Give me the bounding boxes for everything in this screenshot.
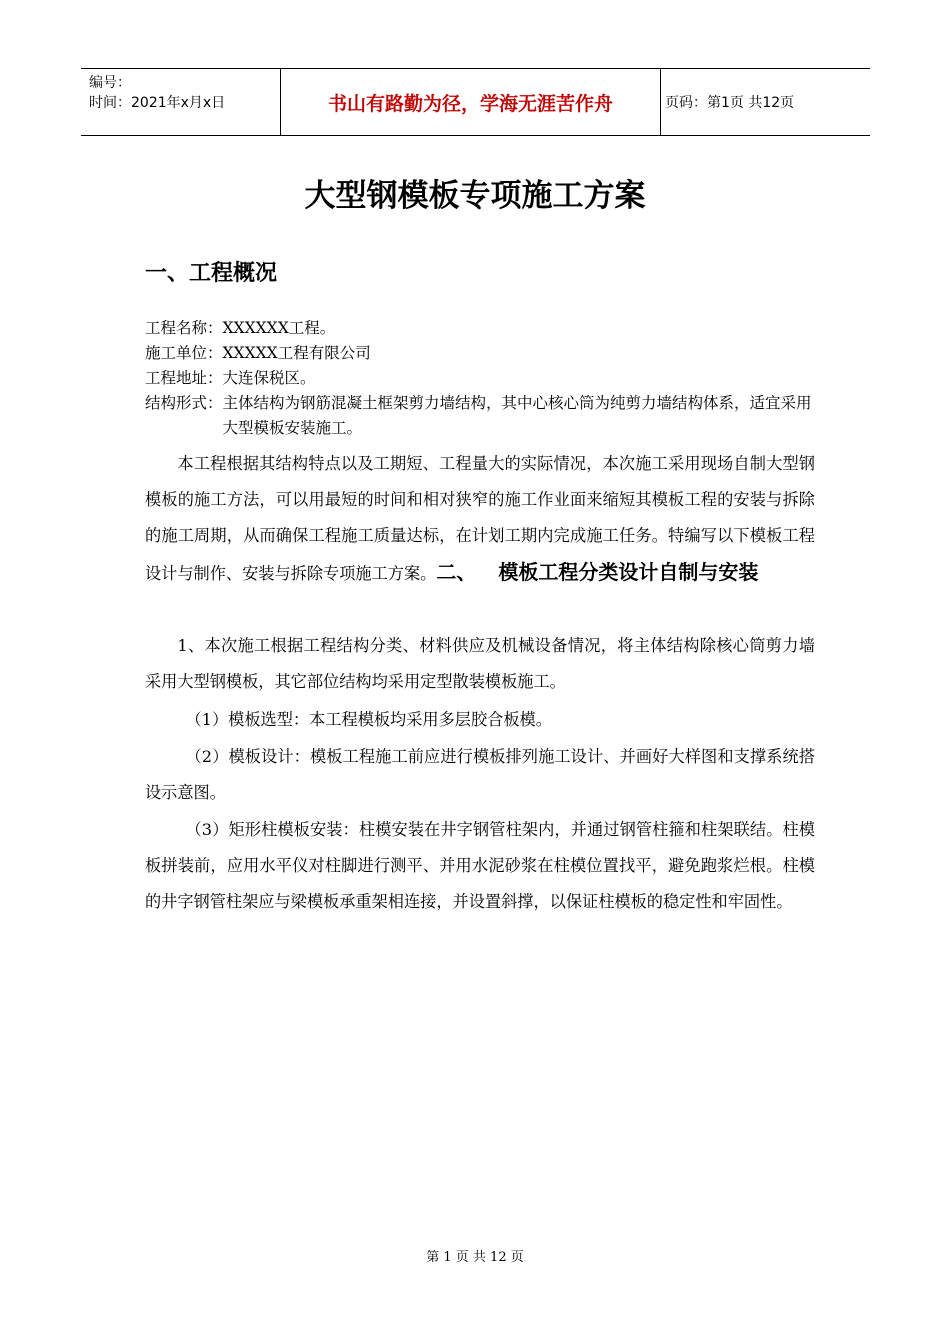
header-meta: [81, 69, 281, 135]
info-label: 工程地址：: [145, 369, 223, 387]
intro-text: 本工程根据其结构特点以及工期短、工程量大的实际情况，本次施工采用现场自制大型钢模板的施工方法，可以用最短的时间和相对狭窄的施工作业面来缩短其模板工程的安装与拆除的施工周期，从而确保工程施工质量达标，在计划工期内完成施工任务。特编写以下模板工程设计与制作、安装与拆除专项施工方案。: [145, 454, 815, 583]
info-value: 主体结构为钢筋混凝土框架剪力墙结构，其中心核心筒为纯剪力墙结构体系，适宜采用大型模板安装施工。: [222, 394, 812, 437]
info-label: 施工单位：: [145, 344, 223, 362]
intro-paragraph: [145, 446, 815, 592]
sub-item-3: （3）矩形柱模板安装：柱模安装在井字钢管柱架内，并通过钢管柱箍和柱架联结。柱模板拼装前，应用水平仪对柱脚进行测平、并用水泥砂浆在柱模位置找平，避免跑浆烂根。柱模的井字钢管柱架应与梁模板承重架相连接，并设置斜撑，以保证柱模板的稳定性和牢固性。: [145, 820, 815, 911]
info-row: [145, 366, 825, 391]
info-row: [145, 341, 825, 366]
section2-number: 二、: [436, 560, 477, 584]
point-1: 1、本次施工根据工程结构分类、材料供应及机械设备情况，将主体结构除核心筒剪力墙采用大型钢模板，其它部位结构均采用定型散装模板施工。: [145, 636, 815, 691]
info-row: [145, 316, 825, 341]
document-header: [81, 68, 870, 136]
info-value: XXXXX工程有限公司: [222, 344, 371, 362]
header-number: 编号：: [89, 75, 131, 91]
info-value: 大连保税区。: [222, 369, 316, 387]
sub-item-1: （1）模板选型：本工程模板均采用多层胶合板模。: [185, 710, 552, 729]
header-motto: 书山有路勤为径，学海无涯苦作舟: [281, 69, 661, 135]
info-row: [145, 391, 825, 441]
header-page-info: 页码：第1页 共12页: [665, 95, 795, 111]
document-title: 大型钢模板专项施工方案: [304, 178, 646, 214]
header-time: 时间：2021年x月x日: [89, 95, 226, 111]
project-info: [145, 316, 825, 441]
page-footer: 第 1 页 共 12 页: [426, 1250, 524, 1265]
section2-title: 模板工程分类设计自制与安装: [498, 560, 759, 584]
info-label: 结构形式：: [145, 394, 223, 412]
info-value: XXXXXX工程。: [222, 319, 336, 337]
info-label: 工程名称：: [145, 319, 223, 337]
section1-heading: 一、工程概况: [145, 261, 278, 286]
sub-item-2: （2）模板设计：模板工程施工前应进行模板排列施工设计、并画好大样图和支撑系统搭设示意图。: [145, 747, 815, 802]
